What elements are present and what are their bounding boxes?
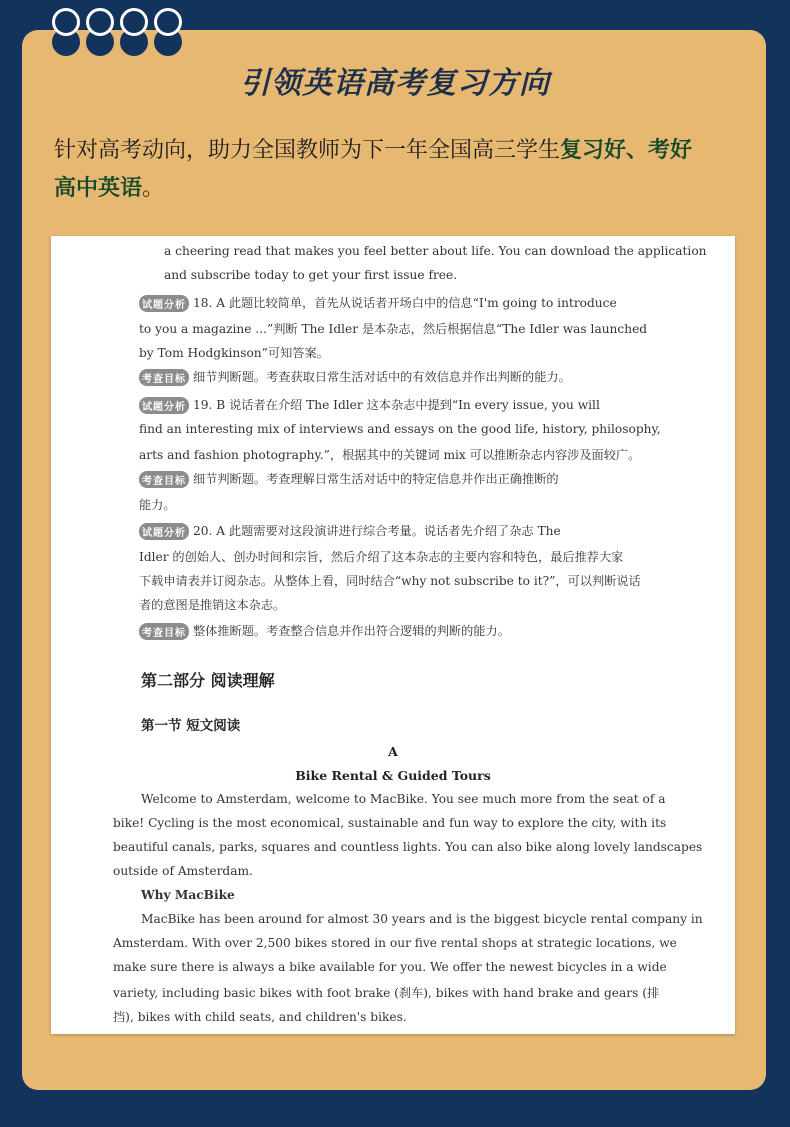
intro-highlight-2: 高中英语 bbox=[54, 176, 143, 201]
analysis-badge: 试题分析 bbox=[139, 295, 189, 312]
ring-icon bbox=[120, 8, 148, 52]
passage-line: outside of Amsterdam. bbox=[113, 864, 253, 878]
goal-badge: 考查目标 bbox=[139, 623, 189, 640]
answer-text: 19. B 说话者在介绍 The Idler 这本杂志中提到“In every issue, you will bbox=[193, 398, 600, 412]
text-line: a cheering read that makes you feel better about life. You can download the application bbox=[164, 244, 707, 258]
document-page bbox=[51, 236, 735, 1034]
ring-icon bbox=[52, 8, 80, 52]
goal-badge: 考查目标 bbox=[139, 369, 189, 386]
answer-line bbox=[139, 522, 561, 540]
intro-text bbox=[54, 132, 744, 208]
passage-line: MacBike has been around for almost 30 years and is the biggest bicycle rental company in bbox=[141, 912, 703, 926]
ring-icon bbox=[154, 8, 182, 52]
text-line: and subscribe today to get your first issue free. bbox=[164, 268, 458, 282]
goal-text: 细节判断题。考查理解日常生活对话中的特定信息并作出正确推断的 bbox=[193, 472, 559, 486]
text-line: to you a magazine ...”判断 The Idler 是本杂志，然后根据信息“The Idler was launched bbox=[139, 322, 648, 336]
text-line: Idler 的创始人、创办时间和宗旨，然后介绍了这本杂志的主要内容和特色，最后推荐大家 bbox=[139, 550, 624, 564]
intro-part1: 针对高考动向，助力全国教师为下一年全国高三学生 bbox=[54, 138, 561, 163]
section-title: 第一节 短文阅读 bbox=[141, 718, 241, 734]
answer-line bbox=[139, 396, 600, 414]
passage-line: 挡), bikes with child seats, and children's bikes. bbox=[113, 1010, 407, 1024]
sub-heading: Why MacBike bbox=[141, 888, 235, 902]
text-line: 能力。 bbox=[139, 498, 176, 512]
passage-letter: A bbox=[388, 744, 398, 759]
page-title: 引领英语高考复习方向 bbox=[240, 66, 550, 101]
passage-line: bike! Cycling is the most economical, sustainable and fun way to explore the city, with its bbox=[113, 816, 667, 830]
goal-text: 整体推断题。考查整合信息并作出符合逻辑的判断的能力。 bbox=[193, 624, 510, 638]
passage-line: Amsterdam. With over 2,500 bikes stored in our five rental shops at strategic locations, we bbox=[113, 936, 677, 950]
text-line: 下载申请表并订阅杂志。从整体上看，同时结合“why not subscribe to it?”，可以判断说话 bbox=[139, 574, 641, 588]
goal-line bbox=[139, 470, 559, 488]
answer-line bbox=[139, 294, 617, 312]
part-title: 第二部分 阅读理解 bbox=[141, 671, 275, 690]
passage-line: beautiful canals, parks, squares and countless lights. You can also bike along lovely landscapes bbox=[113, 840, 703, 854]
intro-highlight-1: 复习好、考好 bbox=[560, 138, 693, 163]
ring-icon bbox=[86, 8, 114, 52]
answer-text: 20. A 此题需要对这段演讲进行综合考量。说话者先介绍了杂志 The bbox=[193, 524, 561, 538]
text-line: find an interesting mix of interviews and essays on the good life, history, philosophy, bbox=[139, 422, 661, 436]
text-line: by Tom Hodgkinson”可知答案。 bbox=[139, 346, 329, 360]
binder-rings bbox=[52, 8, 182, 52]
goal-text: 细节判断题。考查获取日常生活对话中的有效信息并作出判断的能力。 bbox=[193, 370, 571, 384]
text-line: 者的意图是推销这本杂志。 bbox=[139, 598, 286, 612]
passage-title: Bike Rental & Guided Tours bbox=[295, 768, 491, 783]
intro-end: 。 bbox=[142, 176, 165, 201]
goal-badge: 考查目标 bbox=[139, 471, 189, 488]
passage-line: variety, including basic bikes with foot brake (刹车), bikes with hand brake and gears (排 bbox=[113, 986, 660, 1000]
goal-line bbox=[139, 622, 510, 640]
goal-line bbox=[139, 368, 571, 386]
analysis-badge: 试题分析 bbox=[139, 523, 189, 540]
passage-line: make sure there is always a bike available for you. We offer the newest bicycles in a wide bbox=[113, 960, 667, 974]
answer-text: 18. A 此题比较简单，首先从说话者开场白中的信息“I'm going to introduce bbox=[193, 296, 617, 310]
text-line: arts and fashion photography.”，根据其中的关键词 mix 可以推断杂志内容涉及面较广。 bbox=[139, 448, 641, 462]
analysis-badge: 试题分析 bbox=[139, 397, 189, 414]
passage-line: Welcome to Amsterdam, welcome to MacBike. You see much more from the seat of a bbox=[141, 792, 666, 806]
